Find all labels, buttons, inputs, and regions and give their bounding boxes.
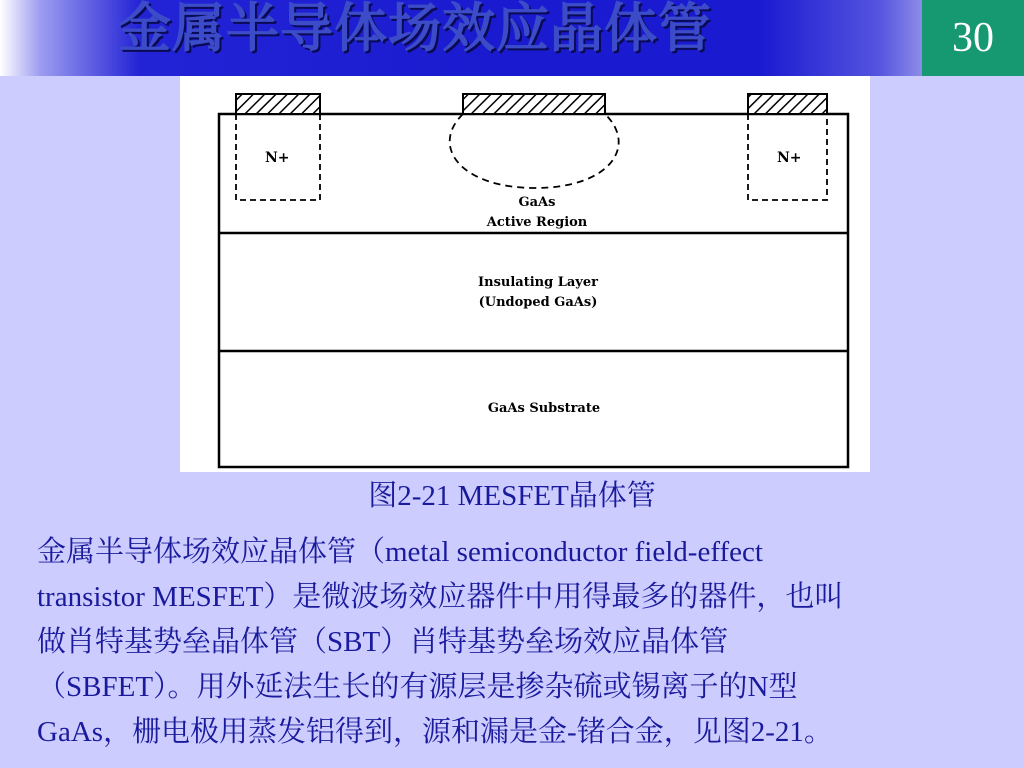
insulating-layer-label-1: Insulating Layer xyxy=(478,275,598,290)
slide-number-badge: 30 xyxy=(922,0,1024,76)
body-line: 做肖特基势垒晶体管（SBT）肖特基势垒场效应晶体管 xyxy=(37,626,729,658)
insulating-layer-label-2: (Undoped GaAs) xyxy=(478,295,598,310)
active-region-label-1: GaAs xyxy=(518,195,556,210)
active-region-label-2: Active Region xyxy=(486,215,588,230)
drain-contact xyxy=(748,94,827,114)
substrate-label: GaAs Substrate xyxy=(487,401,601,416)
body-line: 金属半导体场效应晶体管（metal semiconductor field-effect xyxy=(37,536,763,568)
depletion-region xyxy=(450,114,619,188)
source-contact xyxy=(236,94,320,114)
body-line: GaAs，栅电极用蒸发铝得到，源和漏是金-锗合金，见图2-21。 xyxy=(37,716,833,748)
title-bar xyxy=(0,0,1024,76)
body-line: （SBFET）。用外延法生长的有源层是掺杂硫或锡离子的N型 xyxy=(37,671,798,703)
slide-title: 金属半导体场效应晶体管 xyxy=(118,0,712,59)
body-paragraph xyxy=(37,530,997,755)
drain-n-plus-label: N+ xyxy=(777,150,802,166)
gate-contact xyxy=(463,94,605,114)
source-n-plus-label: N+ xyxy=(265,150,290,166)
mesfet-diagram xyxy=(180,76,870,472)
figure-caption: 图2-21 MESFET晶体管 xyxy=(368,480,656,512)
body-line: transistor MESFET）是微波场效应器件中用得最多的器件，也叫 xyxy=(37,581,844,613)
